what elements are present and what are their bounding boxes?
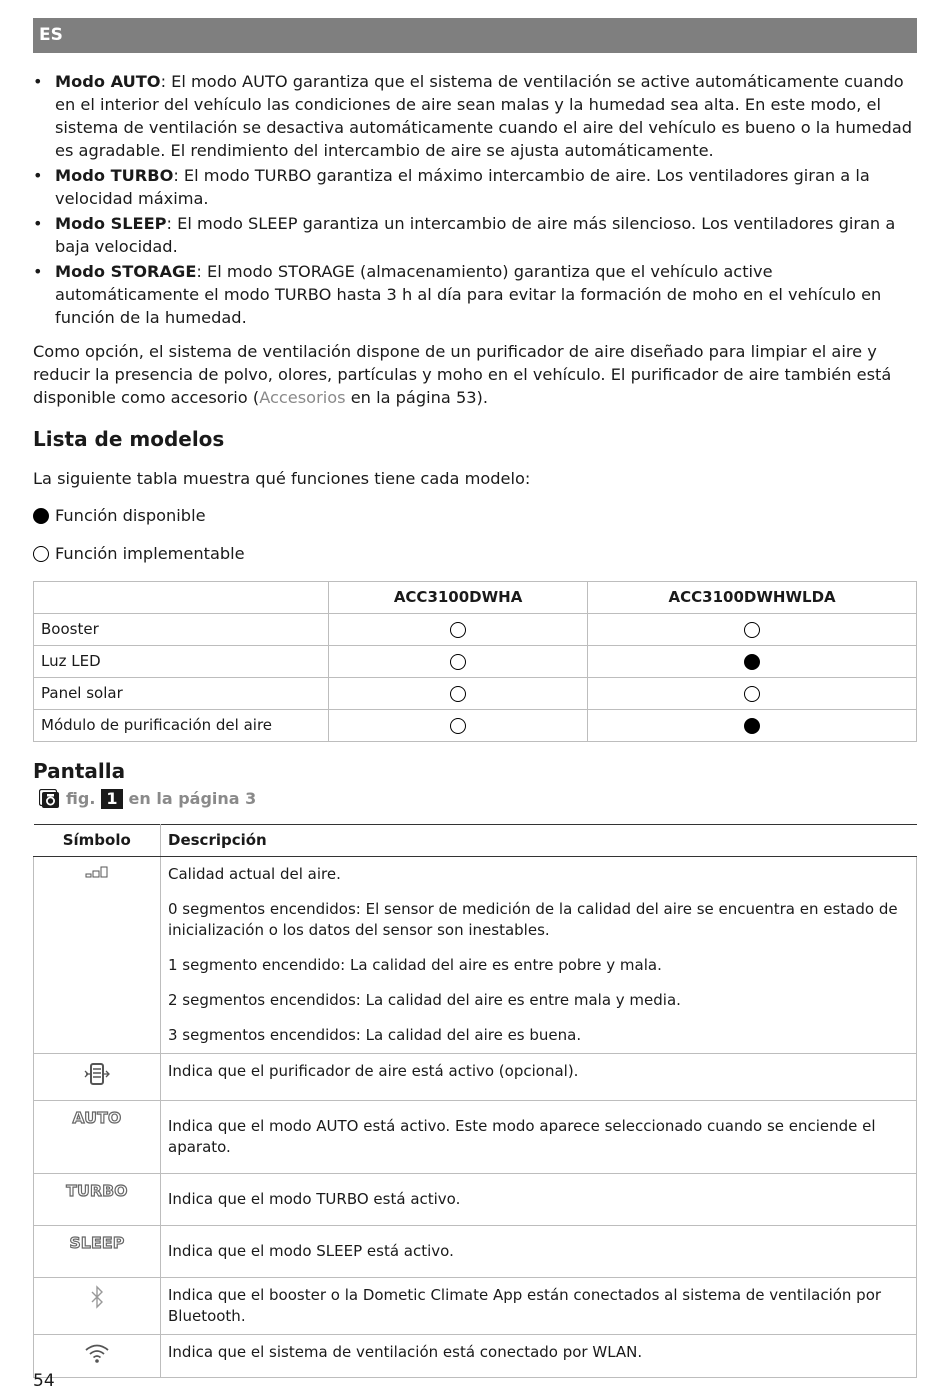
display-heading: Pantalla [33,759,126,783]
legend-available [33,504,917,527]
auto-text-icon: AUTO [72,1109,122,1127]
legend-implementable [33,542,917,565]
description-cell [161,1101,917,1174]
symbol-cell [34,1054,161,1101]
column-header: ACC3100DWHA [329,582,588,614]
mode-description: : El modo STORAGE (almacenamiento) garantiza que el vehículo active automáticamente el modo TURBO hasta 3 h al día para evitar la formación de moho en el vehículo en función de la humedad. [55,262,882,327]
page-number: 54 [33,1371,55,1391]
description-line: Indica que el booster o la Dometic Climate App están conectados al sistema de ventilación por Bluetooth. [168,1286,882,1325]
description-cell [161,1054,917,1101]
description-line: Indica que el modo SLEEP está activo. [168,1242,454,1260]
empty-circle-icon [450,622,466,638]
description-line: Indica que el modo TURBO está activo. [168,1190,461,1208]
availability-cell [588,646,917,678]
list-item: • Modo STORAGE: El modo STORAGE (almacenamiento) garantiza que el vehículo active automáticamente el modo TURBO hasta 3 h al día para evitar la formación de moho en el vehículo en función de la humedad. [33,262,882,327]
filled-circle-icon [744,718,760,734]
models-table [33,581,917,742]
purifier-paragraph [33,340,917,409]
sleep-text-icon: SLEEP [69,1234,125,1252]
air-purifier-icon [84,1073,110,1091]
description-line: Indica que el modo AUTO está activo. Este modo aparece seleccionado cuando se enciende el aparato. [168,1117,876,1156]
page-content [33,70,917,1378]
description-cell [161,1226,917,1278]
fig-suffix: en la página 3 [128,789,257,808]
symbol-cell [34,1226,161,1278]
empty-circle-icon [744,622,760,638]
table-row [34,646,917,678]
empty-circle-icon [33,546,49,562]
description-line: Calidad actual del aire. [168,865,341,883]
legend-label: Función disponible [55,506,206,525]
feature-cell: Módulo de purificación del aire [34,710,329,742]
availability-cell [588,710,917,742]
availability-cell [588,614,917,646]
table-row [34,1054,917,1101]
wifi-icon [84,1350,110,1368]
legend-label: Función implementable [55,544,245,563]
symbols-table [33,824,917,1378]
column-header [34,582,329,614]
symbol-cell [34,1174,161,1226]
table-row [34,1174,917,1226]
table-row [34,710,917,742]
description-line: 3 segmentos encendidos: La calidad del aire es buena. [168,1026,582,1044]
column-header: ACC3100DWHWLDA [588,582,917,614]
mode-description: : El modo TURBO garantiza el máximo intercambio de aire. Los ventiladores giran a la velocidad máxima. [55,166,870,208]
symbol-cell [34,857,161,1054]
description-cell [161,857,917,1054]
list-item: • Modo SLEEP: El modo SLEEP garantiza un intercambio de aire más silencioso. Los ventiladores giran a baja velocidad. [33,214,896,256]
availability-cell [588,678,917,710]
table-header-row [34,582,917,614]
empty-circle-icon [744,686,760,702]
mode-name: Modo TURBO [55,166,174,185]
table-row [34,1278,917,1335]
empty-circle-icon [450,654,466,670]
table-row [34,1335,917,1378]
filled-circle-icon [744,654,760,670]
models-intro: La siguiente tabla muestra qué funciones tiene cada modelo: [33,469,531,488]
mode-name: Modo AUTO [55,72,161,91]
mode-description: : El modo SLEEP garantiza un intercambio de aire más silencioso. Los ventiladores giran a baja velocidad. [55,214,896,256]
empty-circle-icon [450,718,466,734]
column-header: Descripción [161,825,917,857]
description-cell [161,1174,917,1226]
list-item: • Modo AUTO: El modo AUTO garantiza que el sistema de ventilación se active automáticamente cuando en el interior del vehículo las condiciones de aire sean malas y la humedad sea alta. En este modo, el sistema de ventilación se desactiva automáticamente cuando el aire del vehículo es bueno o la humedad es agradable. El rendimiento del intercambio de aire se ajusta automáticamente. [33,72,913,160]
turbo-text-icon: TURBO [66,1182,128,1200]
description-line: Indica que el sistema de ventilación está conectado por WLAN. [168,1343,643,1361]
table-row [34,678,917,710]
availability-cell [329,710,588,742]
description-line: 1 segmento encendido: La calidad del aire es entre pobre y mala. [168,956,662,974]
table-row [34,1101,917,1174]
table-row [34,1226,917,1278]
feature-cell: Luz LED [34,646,329,678]
camera-icon [39,789,60,809]
table-row [34,857,917,1054]
feature-cell: Booster [34,614,329,646]
bluetooth-icon [90,1295,104,1313]
availability-cell [329,614,588,646]
description-line: Indica que el purificador de aire está activo (opcional). [168,1062,579,1080]
paragraph-text: Como opción, el sistema de ventilación dispone de un purificador de aire diseñado para limpiar el aire y reducir la presencia de polvo, olores, partículas y moho en el vehículo. El purificador de aire también está disponible como accesorio ( [33,342,892,407]
symbol-cell [34,1101,161,1174]
availability-cell [329,678,588,710]
mode-name: Modo SLEEP [55,214,167,233]
description-line: 0 segmentos encendidos: El sensor de medición de la calidad del aire se encuentra en estado de inicialización o los datos del sensor son inestables. [168,900,898,939]
language-header [33,18,917,53]
accessories-link[interactable]: Accesorios [259,388,346,407]
empty-circle-icon [450,686,466,702]
filled-circle-icon [33,508,49,524]
mode-list [33,70,917,329]
paragraph-text: en la página 53). [345,388,489,407]
feature-cell: Panel solar [34,678,329,710]
models-heading: Lista de modelos [33,427,225,451]
mode-name: Modo STORAGE [55,262,197,281]
list-item: • Modo TURBO: El modo TURBO garantiza el máximo intercambio de aire. Los ventiladores giran a la velocidad máxima. [33,166,870,208]
fig-prefix: fig. [66,789,96,808]
table-row [34,614,917,646]
description-cell [161,1335,917,1378]
description-cell [161,1278,917,1335]
availability-cell [329,646,588,678]
symbol-cell [34,1278,161,1335]
table-header-row [34,825,917,857]
fig-number: 1 [101,789,122,809]
air-quality-icon [85,865,109,883]
column-header: Símbolo [34,825,161,857]
description-line: 2 segmentos encendidos: La calidad del aire es entre mala y media. [168,991,681,1009]
figure-reference[interactable] [39,788,917,810]
mode-description: : El modo AUTO garantiza que el sistema de ventilación se active automáticamente cuando en el interior del vehículo las condiciones de aire sean malas y la humedad sea alta. En este modo, el sistema de ventilación se desactiva automáticamente cuando el aire del vehículo es bueno o la humedad es agradable. El rendimiento del intercambio de aire se ajusta automáticamente. [55,72,913,160]
language-code: ES [39,25,63,45]
